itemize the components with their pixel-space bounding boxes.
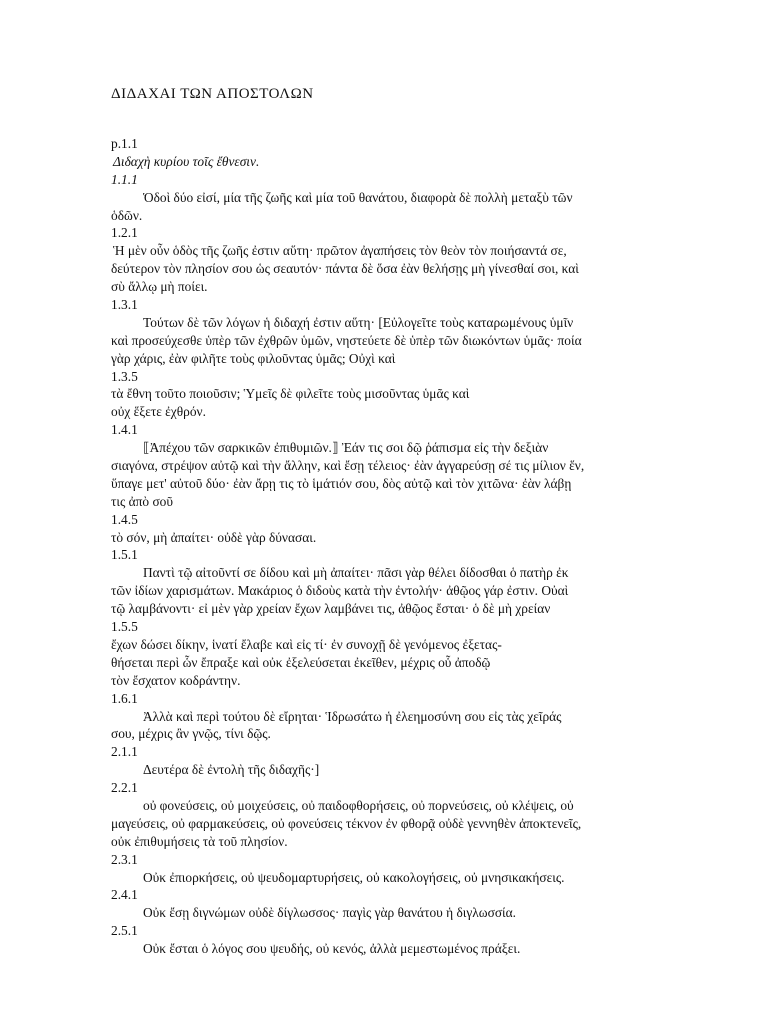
text-line: Δευτέρα δὲ ἐντολὴ τῆς διδαχῆς·] <box>143 762 320 778</box>
text-line: Τούτων δὲ τῶν λόγων ἡ διδαχή ἐστιν αὕτη· [Εὐλογεῖτε τοὺς καταρωμένους ὑμῖν <box>143 314 574 330</box>
text-line: τὸν ἔσχατον κοδράντην. <box>111 672 241 688</box>
section-reference: 2.2.1 <box>111 780 138 796</box>
text-line: μαγεύσεις, οὐ φαρμακεύσεις, οὐ φονεύσεις τέκνον ἐν φθορᾷ οὐδὲ γεννηθὲν ἀποκτενεῖς, <box>111 815 582 831</box>
text-line: Οὐκ ἔσῃ διγνώμων οὐδὲ δίγλωσσος· παγὶς γὰρ θανάτου ἡ διγλωσσία. <box>143 905 517 921</box>
section-reference: 1.1.1 <box>111 171 138 187</box>
text-line: οὐκ ἐπιθυμήσεις τὰ τοῦ πλησίον. <box>111 833 288 849</box>
text-line: Ἀλλὰ καὶ περὶ τούτου δὲ εἴρηται· Ἱδρωσάτω ἡ ἐλεημοσύνη σου εἰς τὰς χεῖράς <box>143 708 562 724</box>
section-reference: 1.6.1 <box>111 690 138 706</box>
section-reference: 1.4.1 <box>111 422 138 438</box>
text-line: τὸ σόν, μὴ ἀπαίτει· οὐδὲ γὰρ δύνασαι. <box>111 529 317 545</box>
section-reference: 1.2.1 <box>111 225 138 241</box>
text-line: Διδαχὴ κυρίου τοῖς ἔθνεσιν. <box>113 153 260 169</box>
text-line: Παντὶ τῷ αἰτοῦντί σε δίδου καὶ μὴ ἀπαίτει· πᾶσι γὰρ θέλει δίδοσθαι ὁ πατὴρ ἐκ <box>143 565 569 581</box>
text-line: Ὁδοὶ δύο εἰσί, μία τῆς ζωῆς καὶ μία τοῦ θανάτου, διαφορὰ δὲ πολλὴ μεταξὺ τῶν <box>143 189 573 205</box>
section-reference: p.1.1 <box>111 136 138 151</box>
text-line: ὕπαγε μετ' αὐτοῦ δύο· ἐὰν ἄρῃ τις τὸ ἱμάτιόν σου, δὸς αὐτῷ καὶ τὸν χιτῶνα· ἐὰν λάβῃ <box>111 475 572 491</box>
section-reference: 2.1.1 <box>111 744 138 760</box>
text-line: σου, μέχρις ἂν γνῷς, τίνι δῷς. <box>111 726 271 742</box>
text-line: Οὐκ ἐπιορκήσεις, οὐ ψευδομαρτυρήσεις, οὐ κακολογήσεις, οὐ μνησικακήσεις. <box>143 869 565 885</box>
section-reference: 1.5.5 <box>111 619 138 635</box>
text-line: ⟦Ἀπέχου τῶν σαρκικῶν ἐπιθυμιῶν.⟧ Ἐάν τις σοι δῷ ῥάπισμα εἰς τὴν δεξιὰν <box>143 440 549 456</box>
section-reference: 1.3.5 <box>111 368 138 384</box>
text-line: ὁδῶν. <box>111 207 143 223</box>
text-line: γὰρ χάρις, ἐὰν φιλῆτε τοὺς φιλοῦντας ὑμᾶς; Οὐχὶ καὶ <box>111 350 396 366</box>
text-line: τῷ λαμβάνοντι· εἰ μὲν γὰρ χρείαν ἔχων λαμβάνει τις, ἀθῷος ἔσται· ὁ δὲ μὴ χρείαν <box>111 601 551 617</box>
text-line: σιαγόνα, στρέψον αὐτῷ καὶ τὴν ἄλλην, καὶ ἔσῃ τέλειος· ἐὰν ἀγγαρεύσῃ σέ τις μίλιον ἕν, <box>111 458 585 474</box>
section-reference: 2.5.1 <box>111 923 138 939</box>
text-line: Οὐκ ἔσται ὁ λόγος σου ψευδής, οὐ κενός, ἀλλὰ μεμεστωμένος πράξει. <box>143 941 521 957</box>
section-reference: 1.3.1 <box>111 297 138 313</box>
text-line: τῶν ἰδίων χαρισμάτων. Μακάριος ὁ διδοὺς κατὰ τὴν ἐντολήν· ἀθῷος γάρ ἐστιν. Οὐαὶ <box>111 583 569 599</box>
text-line: θήσεται περὶ ὧν ἔπραξε καὶ οὐκ ἐξελεύσεται ἐκεῖθεν, μέχρις οὗ ἀποδῷ <box>111 654 491 670</box>
text-line: δεύτερον τὸν πλησίον σου ὡς σεαυτόν· πάντα δὲ ὅσα ἐὰν θελήσῃς μὴ γίνεσθαί σοι, καὶ <box>111 261 579 277</box>
text-line: καὶ προσεύχεσθε ὑπὲρ τῶν ἐχθρῶν ὑμῶν, νηστεύετε δὲ ὑπὲρ τῶν διωκόντων ὑμᾶς· ποία <box>111 332 582 348</box>
text-line: σὺ ἄλλῳ μὴ ποίει. <box>111 279 208 295</box>
section-reference: 2.3.1 <box>111 851 138 867</box>
text-line: ἔχων δώσει δίκην, ἱνατί ἔλαβε καὶ εἰς τί· ἐν συνοχῇ δὲ γενόμενος ἐξετας- <box>111 636 502 652</box>
section-reference: 1.4.5 <box>111 511 138 527</box>
text-line: οὐχ ἕξετε ἐχθρόν. <box>111 404 206 420</box>
document-body <box>111 135 671 958</box>
document-title: ΔΙΔΑΧΑΙ ΤΩΝ ΑΠΟΣΤΟΛΩΝ <box>111 86 314 102</box>
text-line: Ἡ μὲν οὖν ὁδὸς τῆς ζωῆς ἐστιν αὕτη· πρῶτον ἀγαπήσεις τὸν θεὸν τὸν ποιήσαντά σε, <box>113 243 567 259</box>
text-line: τὰ ἔθνη τοῦτο ποιοῦσιν; Ὑμεῖς δὲ φιλεῖτε τοὺς μισοῦντας ὑμᾶς καὶ <box>111 386 470 402</box>
text-line: τις ἀπὸ σοῦ <box>111 493 173 509</box>
section-reference: 1.5.1 <box>111 547 138 563</box>
section-reference: 2.4.1 <box>111 887 138 903</box>
text-line: οὐ φονεύσεις, οὐ μοιχεύσεις, οὐ παιδοφθορήσεις, οὐ πορνεύσεις, οὐ κλέψεις, οὐ <box>143 797 574 813</box>
